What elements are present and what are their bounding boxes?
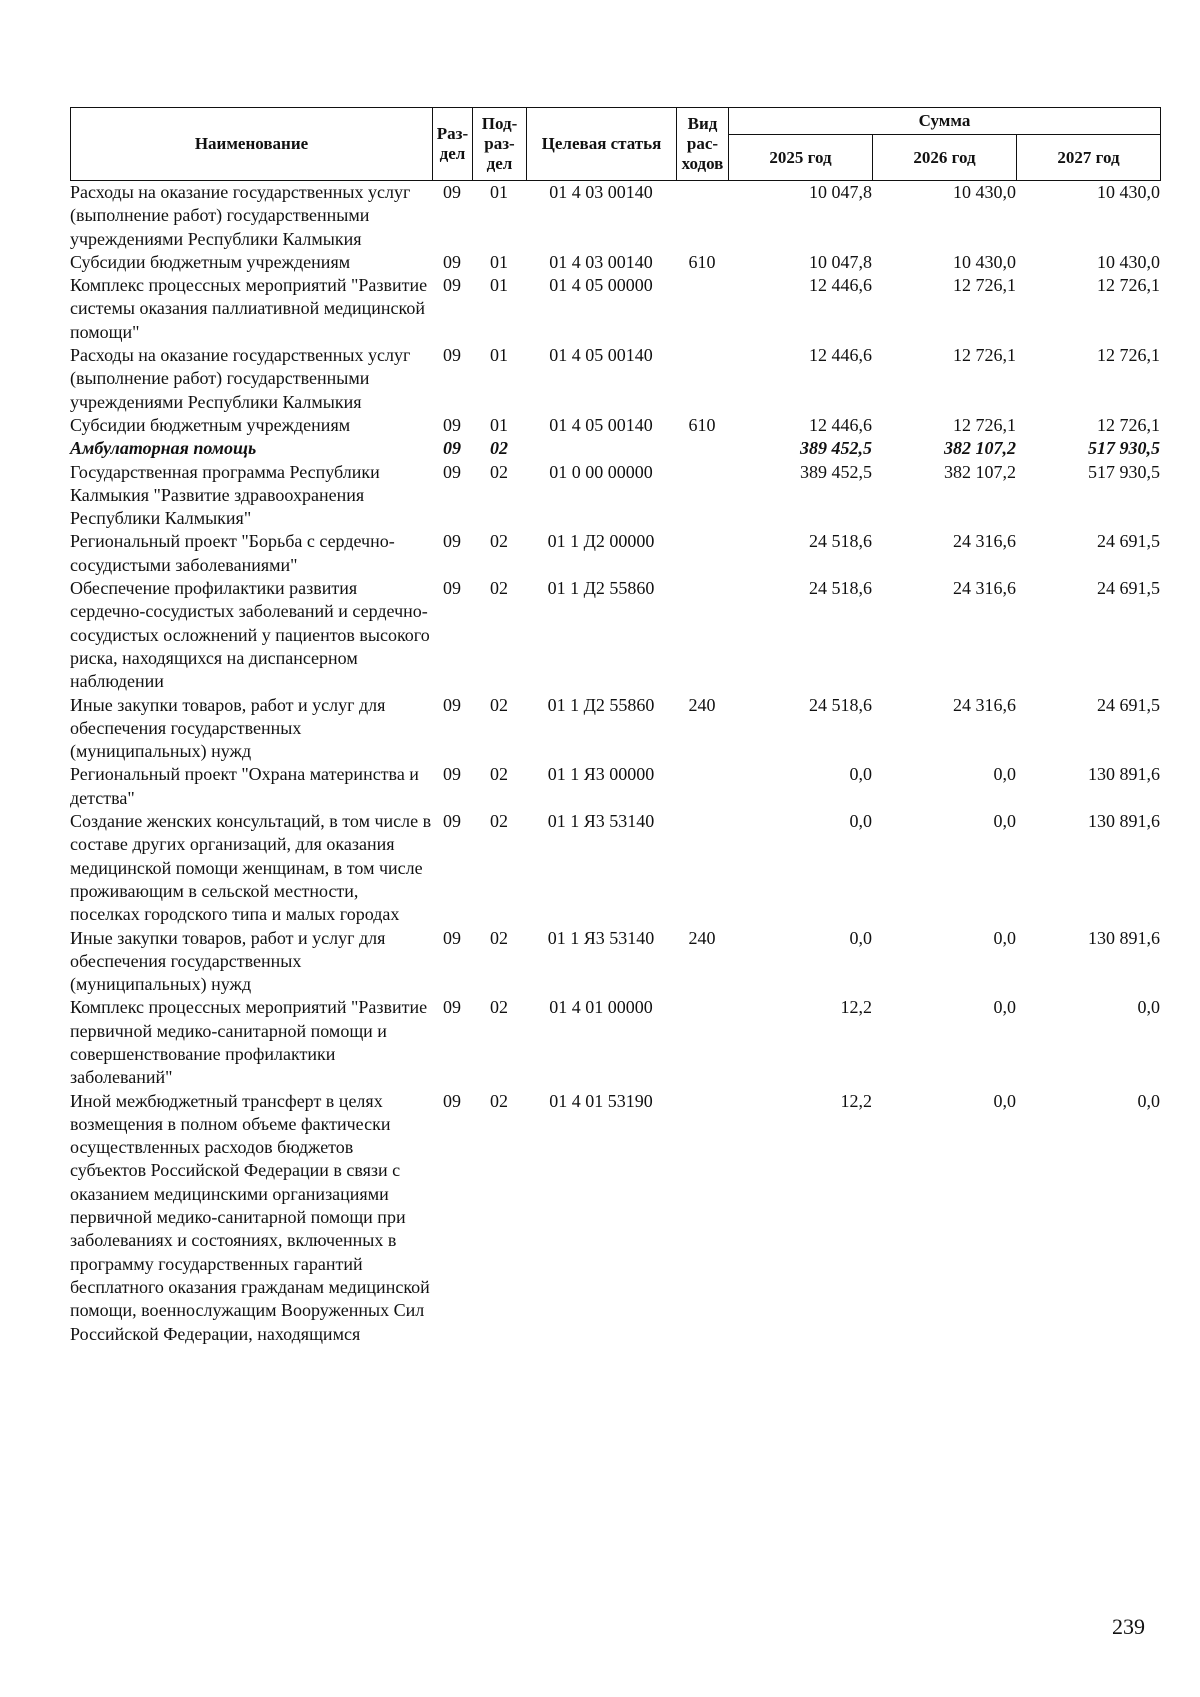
cell-razdel: 09 (443, 811, 461, 832)
cell-name: Создание женских консультаций, в том числе в составе других организаций, для оказания медицинской помощи женщинам, в том числе проживающим в сельской местности, поселках городского типа и малых городах (70, 811, 432, 925)
table-row (70, 1090, 1160, 1346)
cell-sum-2027: 517 930,5 (1088, 461, 1160, 482)
cell-sum-2026: 0,0 (993, 811, 1016, 832)
cell-name: Иные закупки товаров, работ и услуг для обеспечения государственных (муниципальных) нужд (70, 694, 386, 762)
cell-name: Амбулаторная помощь (70, 438, 257, 459)
cell-razdel: 09 (443, 531, 461, 552)
cell-razdel: 09 (443, 764, 461, 785)
cell-sum-2026: 382 107,2 (944, 461, 1016, 482)
cell-name: Государственная программа Республики Калмыкия "Развитие здравоохранения Республики Калмыкия" (70, 461, 380, 529)
cell-target: 01 1 Я3 00000 (547, 764, 655, 785)
table-body (70, 181, 1160, 1346)
cell-vid (676, 181, 728, 251)
cell-sum-2026: 382 107,2 (944, 438, 1016, 459)
cell-target: 01 4 05 00000 (549, 275, 653, 296)
cell-target: 01 1 Д2 00000 (547, 531, 655, 552)
cell-razdel: 09 (443, 438, 461, 459)
table-row (70, 694, 1160, 764)
cell-sum-2027: 12 726,1 (1097, 414, 1160, 435)
cell-vid (676, 577, 728, 693)
cell-sum-2026: 0,0 (993, 997, 1016, 1018)
cell-vid (676, 437, 728, 460)
cell-sum-2025: 12,2 (840, 1090, 872, 1111)
cell-razdel: 09 (443, 275, 461, 296)
cell-razdel: 09 (443, 578, 461, 599)
cell-target: 01 4 03 00140 (549, 251, 653, 272)
cell-sum-2025: 0,0 (849, 927, 872, 948)
table-row (70, 461, 1160, 531)
cell-target: 01 1 Я3 53140 (547, 927, 655, 948)
cell-vid (676, 274, 728, 344)
cell-podrazdel: 02 (490, 1090, 508, 1111)
page-number: 239 (1112, 1614, 1145, 1639)
header-2027: 2027 год (1017, 135, 1161, 181)
cell-name: Комплекс процессных мероприятий "Развитие системы оказания паллиативной медицинской помощи" (70, 275, 428, 342)
table-row (70, 530, 1160, 577)
cell-sum-2025: 24 518,6 (809, 694, 872, 715)
cell-name: Региональный проект "Охрана материнства и детства" (70, 764, 419, 808)
cell-podrazdel: 01 (490, 275, 508, 296)
cell-sum-2025: 24 518,6 (809, 531, 872, 552)
table-header (70, 107, 1161, 181)
header-sum: Сумма (729, 108, 1161, 135)
header-target: Целевая статья (527, 108, 677, 181)
cell-sum-2026: 0,0 (993, 1090, 1016, 1111)
cell-vid (676, 763, 728, 810)
cell-sum-2025: 12,2 (840, 997, 872, 1018)
cell-target: 01 4 01 00000 (549, 997, 653, 1018)
header-podrazdel: Под-раз-дел (473, 108, 527, 181)
cell-sum-2025: 0,0 (849, 764, 872, 785)
table-row (70, 996, 1160, 1089)
header-name: Наименование (71, 108, 433, 181)
cell-podrazdel: 02 (490, 694, 508, 715)
cell-name: Субсидии бюджетным учреждениям (70, 414, 351, 435)
cell-target: 01 0 00 00000 (549, 461, 653, 482)
cell-sum-2025: 10 047,8 (809, 182, 872, 202)
cell-target: 01 1 Д2 55860 (547, 694, 655, 715)
header-2025: 2025 год (729, 135, 873, 181)
cell-vid: 240 (688, 927, 716, 948)
cell-target: 01 4 03 00140 (549, 182, 653, 202)
cell-sum-2025: 24 518,6 (809, 578, 872, 599)
cell-sum-2027: 517 930,5 (1088, 438, 1160, 459)
cell-razdel: 09 (443, 182, 461, 202)
cell-podrazdel: 02 (490, 764, 508, 785)
cell-sum-2026: 10 430,0 (953, 182, 1016, 202)
cell-sum-2027: 10 430,0 (1097, 182, 1160, 202)
cell-vid (676, 344, 728, 414)
cell-sum-2025: 12 446,6 (809, 345, 872, 366)
cell-podrazdel: 01 (490, 251, 508, 272)
cell-target (526, 437, 676, 460)
table-row (70, 763, 1160, 810)
cell-sum-2025: 389 452,5 (800, 438, 872, 459)
cell-podrazdel: 02 (490, 438, 508, 459)
cell-sum-2025: 0,0 (849, 811, 872, 832)
cell-razdel: 09 (443, 694, 461, 715)
cell-sum-2027: 0,0 (1137, 997, 1160, 1018)
cell-sum-2027: 24 691,5 (1097, 578, 1160, 599)
table-row (70, 274, 1160, 344)
cell-target: 01 4 05 00140 (549, 414, 653, 435)
cell-podrazdel: 01 (490, 414, 508, 435)
cell-sum-2025: 12 446,6 (809, 414, 872, 435)
cell-sum-2027: 24 691,5 (1097, 694, 1160, 715)
cell-name: Обеспечение профилактики развития сердечно-сосудистых заболеваний и сердечно-сосудистых осложнений у пациентов высокого риска, находящихся на диспансерном наблюдении (70, 578, 430, 692)
table-row (70, 181, 1160, 251)
table-row (70, 927, 1160, 997)
cell-sum-2027: 12 726,1 (1097, 275, 1160, 296)
header-2026: 2026 год (873, 135, 1017, 181)
cell-podrazdel: 02 (490, 927, 508, 948)
table-row (70, 437, 1160, 460)
cell-sum-2027: 10 430,0 (1097, 251, 1160, 272)
table-row (70, 414, 1160, 437)
cell-name: Иной межбюджетный трансферт в целях возмещения в полном объеме фактически осуществленных расходов бюджетов субъектов Российской Федерации в связи с оказанием медицинскими организациями первичной медико-санитарной помощи при заболеваниях и состояниях, включенных в программу государственных гарантий бесплатного оказания гражданам медицинской помощи, военнослужащим Вооруженных Сил Российской Федерации, находящимся (70, 1090, 430, 1344)
cell-podrazdel: 02 (490, 461, 508, 482)
cell-razdel: 09 (443, 1090, 461, 1111)
cell-sum-2026: 12 726,1 (953, 345, 1016, 366)
cell-vid (676, 1090, 728, 1346)
cell-target: 01 4 05 00140 (549, 345, 653, 366)
cell-sum-2026: 0,0 (993, 927, 1016, 948)
cell-vid (676, 810, 728, 926)
cell-name: Расходы на оказание государственных услуг (выполнение работ) государственными учреждениями Республики Калмыкия (70, 345, 411, 412)
table-row (70, 344, 1160, 414)
cell-sum-2026: 12 726,1 (953, 414, 1016, 435)
cell-name: Региональный проект "Борьба с сердечно-сосудистыми заболеваниями" (70, 531, 395, 575)
cell-razdel: 09 (443, 414, 461, 435)
cell-podrazdel: 02 (490, 997, 508, 1018)
cell-sum-2026: 24 316,6 (953, 578, 1016, 599)
cell-podrazdel: 02 (490, 811, 508, 832)
cell-podrazdel: 02 (490, 531, 508, 552)
cell-vid (676, 461, 728, 531)
cell-sum-2026: 0,0 (993, 764, 1016, 785)
cell-name: Комплекс процессных мероприятий "Развитие первичной медико-санитарной помощи и совершенствование профилактики заболеваний" (70, 997, 428, 1088)
budget-table (70, 107, 1160, 1346)
cell-vid: 610 (688, 251, 716, 272)
cell-sum-2027: 130 891,6 (1088, 811, 1160, 832)
header-razdel: Раз-дел (433, 108, 473, 181)
cell-name: Субсидии бюджетным учреждениям (70, 251, 351, 272)
table-row (70, 577, 1160, 693)
cell-sum-2027: 130 891,6 (1088, 764, 1160, 785)
cell-name: Иные закупки товаров, работ и услуг для обеспечения государственных (муниципальных) нужд (70, 927, 386, 995)
cell-vid (676, 996, 728, 1089)
cell-vid: 240 (688, 694, 716, 715)
cell-vid: 610 (688, 414, 716, 435)
cell-sum-2026: 24 316,6 (953, 694, 1016, 715)
table-row (70, 251, 1160, 274)
cell-target: 01 1 Я3 53140 (547, 811, 655, 832)
cell-sum-2027: 130 891,6 (1088, 927, 1160, 948)
cell-podrazdel: 01 (490, 345, 508, 366)
cell-razdel: 09 (443, 461, 461, 482)
cell-razdel: 09 (443, 927, 461, 948)
cell-podrazdel: 02 (490, 578, 508, 599)
cell-razdel: 09 (443, 997, 461, 1018)
cell-podrazdel: 01 (490, 182, 508, 202)
cell-sum-2026: 24 316,6 (953, 531, 1016, 552)
cell-target: 01 1 Д2 55860 (547, 578, 655, 599)
cell-razdel: 09 (443, 345, 461, 366)
header-vid: Вид рас-ходов (677, 108, 729, 181)
cell-sum-2027: 0,0 (1137, 1090, 1160, 1111)
cell-sum-2026: 12 726,1 (953, 275, 1016, 296)
cell-sum-2026: 10 430,0 (953, 251, 1016, 272)
cell-razdel: 09 (443, 251, 461, 272)
cell-sum-2025: 10 047,8 (809, 251, 872, 272)
table-row (70, 810, 1160, 926)
cell-sum-2025: 389 452,5 (800, 461, 872, 482)
cell-name: Расходы на оказание государственных услуг (выполнение работ) государственными учреждениями Республики Калмыкия (70, 182, 411, 249)
cell-target: 01 4 01 53190 (549, 1090, 653, 1111)
cell-sum-2027: 12 726,1 (1097, 345, 1160, 366)
cell-sum-2025: 12 446,6 (809, 275, 872, 296)
cell-sum-2027: 24 691,5 (1097, 531, 1160, 552)
cell-vid (676, 530, 728, 577)
